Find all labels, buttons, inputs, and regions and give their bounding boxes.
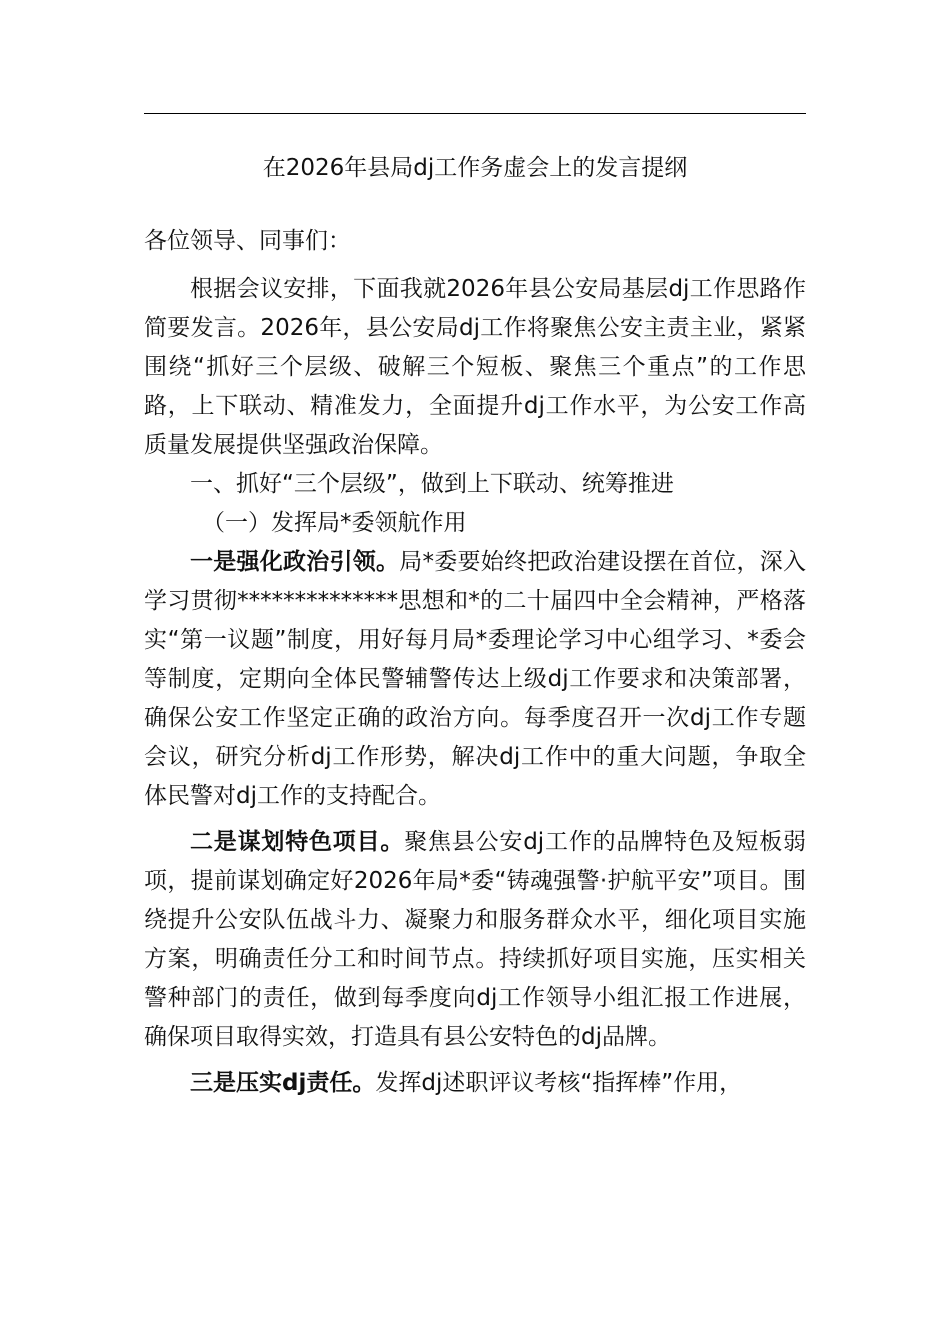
header-rule: [144, 113, 806, 114]
intro-paragraph: 根据会议安排，下面我就2026年县公安局基层dj工作思路作简要发言。2026年，县公安局dj工作将聚焦公安主责主业，紧紧围绕“抓好三个层级、破解三个短板、聚焦三个重点”的工作思路，上下联动、精准发力，全面提升dj工作水平，为公安工作高质量发展提供坚强政治保障。: [144, 276, 806, 458]
item-text-3: 发挥dj述职评议考核“指挥棒”作用，: [375, 1070, 743, 1096]
item-lead-3: 三是压实dj责任。: [190, 1070, 376, 1096]
item-paragraph-1: [144, 543, 806, 816]
item-lead-1: 一是强化政治引领。: [190, 549, 400, 575]
item-paragraph-3: [144, 1064, 806, 1103]
item-paragraph-2: [144, 823, 806, 1057]
item-lead-2: 二是谋划特色项目。: [190, 829, 405, 855]
item-text-2: 聚焦县公安dj工作的品牌特色及短板弱项，提前谋划确定好2026年局*委“铸魂强警·护航平安”项目。围绕提升公安队伍战斗力、凝聚力和服务群众水平，细化项目实施方案，明确责任分工和时间节点。持续抓好项目实施，压实相关警种部门的责任，做到每季度向dj工作领导小组汇报工作进展，确保项目取得实效，打造具有县公安特色的dj品牌。: [144, 829, 806, 1050]
item-text-1: 局*委要始终把政治建设摆在首位，深入学习贯彻**************思想和*的二十届四中全会精神，严格落实“第一议题”制度，用好每月局*委理论学习中心组学习、*委会等制度，定期向全体民警辅警传达上级dj工作要求和决策部署，确保公安工作坚定正确的政治方向。每季度召开一次dj工作专题会议，研究分析dj工作形势，解决dj工作中的重大问题，争取全体民警对dj工作的支持配合。: [144, 549, 806, 809]
document-title: 在2026年县局dj工作务虚会上的发言提纲: [262, 155, 688, 181]
greeting: 各位领导、同事们：: [144, 228, 351, 254]
document-body: [144, 222, 806, 1103]
section-heading: 一、抓好“三个层级”，做到上下联动、统筹推进: [190, 471, 674, 497]
subsection-heading: （一）发挥局*委领航作用: [202, 510, 467, 536]
